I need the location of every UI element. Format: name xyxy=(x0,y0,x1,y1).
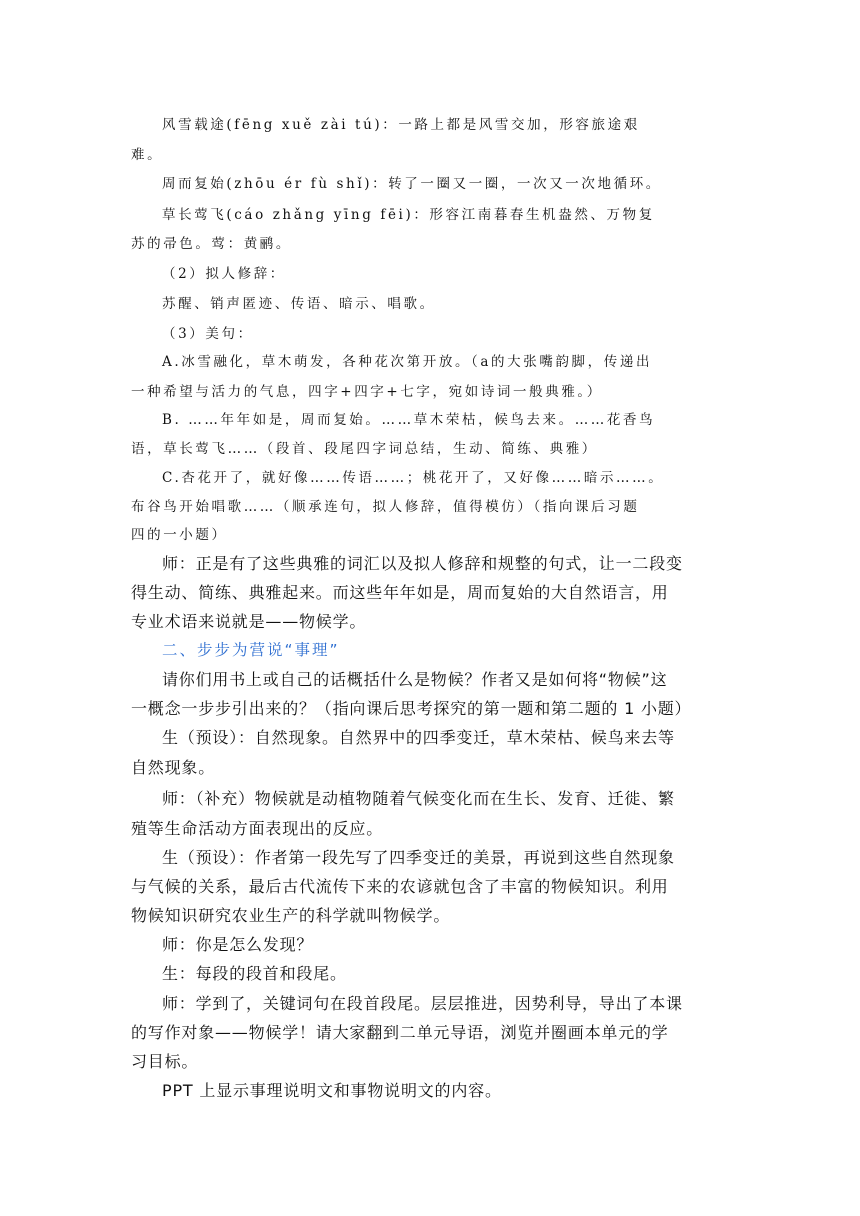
text-line: 师：学到了，关键词句在段首段尾。层层推进，因势利导，导出了本课 xyxy=(162,994,683,1013)
text-line: 苏的帚色。莺：黄鹂。 xyxy=(131,236,292,252)
text-line: 草长莺飞(cáo zhǎng yīng fēi)：形容江南暮春生机盎然、万物复 xyxy=(162,207,655,223)
text-line: 与气候的关系，最后古代流传下来的农谚就包含了丰富的物候知识。利用 xyxy=(131,877,669,896)
text-line: 得生动、简练、典雅起来。而这些年年如是，周而复始的大自然语言，用 xyxy=(131,583,669,602)
text-line: 师：（补充）物候就是动植物随着气候变化而在生长、发育、迁徙、繁 xyxy=(162,789,675,808)
text-line: 一种希望与活力的气息，四字+四字+七字，宛如诗词一般典雅。） xyxy=(131,384,603,400)
text-line: （2）拟人修辞： xyxy=(162,266,286,282)
text-line: B. ……年年如是，周而复始。……草木荣枯，候鸟去来。……花香鸟 xyxy=(162,412,656,428)
text-line: 苏醒、销声匿迹、传语、暗示、唱歌。 xyxy=(162,296,436,312)
text-line: 一概念一步步引出来的？（指向课后思考探究的第一题和第二题的 1 小题） xyxy=(131,699,692,718)
section-heading: 二、步步为营说“事理” xyxy=(162,641,340,659)
text-line: 风雪载途(fēng xuě zài tú)：一路上都是风雪交加，形容旅途艰 xyxy=(162,117,640,133)
text-line: PPT 上显示事理说明文和事物说明文的内容。 xyxy=(162,1081,502,1100)
text-line: 殖等生命活动方面表现出的反应。 xyxy=(131,819,384,838)
text-line: 难。 xyxy=(131,147,164,163)
text-line: 请你们用书上或自己的话概括什么是物候？作者又是如何将“物候”这 xyxy=(162,670,668,689)
text-line: 的写作对象——物候学！请大家翻到二单元导语，浏览并圈画本单元的学 xyxy=(131,1023,669,1042)
text-line: 师：正是有了这些典雅的词汇以及拟人修辞和规整的句式，让一二段变 xyxy=(162,554,683,573)
text-line: A.冰雪融化，草木萌发，各种花次第开放。（a的大张嘴韵脚，传递出 xyxy=(162,354,653,370)
text-line: 生（预设）：自然现象。自然界中的四季变迁，草木荣枯、候鸟来去等 xyxy=(162,728,675,747)
text-line: 物候知识研究农业生产的科学就叫物候学。 xyxy=(131,906,451,925)
text-line: （3）美句： xyxy=(162,326,254,342)
text-line: 布谷鸟开始唱歌……（顺承连句，拟人修辞，值得模仿）（指向课后习题 xyxy=(131,499,640,515)
text-line: 语，草长莺飞……（段首、段尾四字词总结，生动、简练、典雅） xyxy=(131,441,598,457)
text-line: 生（预设）：作者第一段先写了四季变迁的美景，再说到这些自然现象 xyxy=(162,848,675,867)
text-line: 习目标。 xyxy=(131,1052,199,1071)
text-line: C.杏花开了，就好像……传语……；桃花开了，又好像……暗示……。 xyxy=(162,470,665,486)
text-line: 自然现象。 xyxy=(131,758,216,777)
text-line: 生：每段的段首和段尾。 xyxy=(162,964,347,983)
text-line: 专业术语来说就是——物候学。 xyxy=(131,612,367,631)
text-line: 师：你是怎么发现？ xyxy=(162,935,314,954)
text-line: 周而复始(zhōu ér fù shǐ)：转了一圈又一圈，一次又一次地循环。 xyxy=(162,176,662,192)
text-line: 四的一小题） xyxy=(131,527,228,543)
